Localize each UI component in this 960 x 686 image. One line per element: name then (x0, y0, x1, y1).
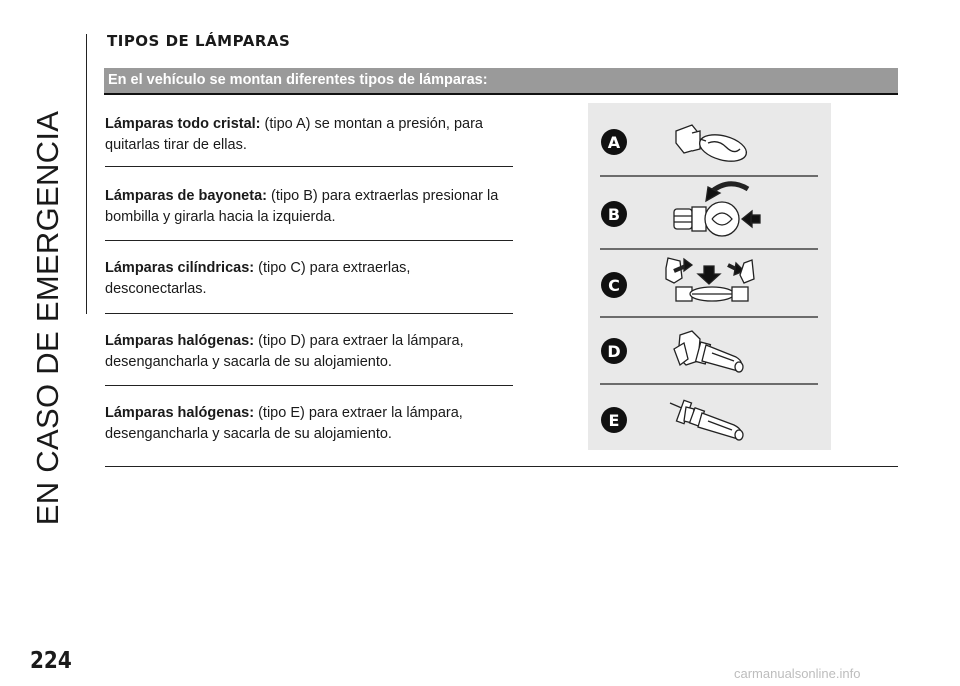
intro-banner (104, 68, 898, 95)
wedge-bulb-icon (676, 125, 749, 166)
lamp-item-a (105, 114, 513, 156)
lamp-item-text-cont: desengancharla y sacarla de su alojamiento. (105, 354, 392, 370)
lamp-item-text: (tipo C) para extraerlas, (254, 260, 411, 276)
item-divider (105, 385, 513, 386)
lamp-item-text: (tipo D) para extraer la lámpara, (254, 333, 464, 349)
item-divider (105, 166, 513, 167)
content-bottom-rule (105, 466, 898, 467)
lamp-types-figure (588, 103, 831, 450)
svg-text:A: A (607, 133, 621, 152)
svg-text:C: C (608, 276, 620, 295)
label-c (601, 272, 627, 298)
svg-text:B: B (607, 205, 621, 224)
lamp-item-text: (tipo A) se montan a presión, para (260, 116, 483, 132)
item-divider (105, 313, 513, 314)
halogen-h1-bulb-icon (670, 400, 743, 440)
svg-text:E: E (608, 411, 620, 430)
lamp-item-text: (tipo B) para extraerlas presionar la (266, 188, 499, 204)
lamp-item-text-cont: quitarlas tirar de ellas. (105, 137, 247, 153)
lamp-item-label: Lámparas todo cristal: (105, 116, 261, 132)
lamp-item-label: Lámparas de bayoneta: (105, 188, 267, 204)
lamp-item-label: Lámparas halógenas: (105, 333, 255, 349)
halogen-h7-bulb-icon (674, 331, 743, 372)
label-d (601, 338, 627, 364)
lamp-item-text-cont: desengancharla y sacarla de su alojamiento. (105, 426, 392, 442)
item-divider (105, 240, 513, 241)
lamp-types-drawing (588, 103, 831, 450)
lamp-item-b (105, 186, 513, 228)
lamp-item-c (105, 258, 513, 300)
intro-text: En el vehículo se montan diferentes tipos de lámparas: (108, 72, 488, 88)
sidebar-section-text: EN CASO DE EMERGENCIA (30, 110, 65, 526)
lamp-item-d (105, 331, 513, 373)
lamp-item-label: Lámparas cilíndricas: (105, 260, 255, 276)
label-b (601, 201, 627, 227)
watermark: carmanualsonline.info (734, 666, 861, 681)
sidebar-divider (86, 34, 87, 314)
page-title: TIPOS DE LÁMPARAS (107, 32, 291, 50)
lamp-item-text-cont: bombilla y girarla hacia la izquierda. (105, 209, 336, 225)
label-a (601, 129, 627, 155)
page-number: 224 (30, 646, 72, 674)
label-e (601, 407, 627, 433)
svg-text:D: D (607, 342, 621, 361)
lamp-item-text: (tipo E) para extraer la lámpara, (254, 405, 463, 421)
lamp-item-label: Lámparas halógenas: (105, 405, 255, 421)
lamp-item-e (105, 403, 513, 445)
bayonet-bulb-icon (674, 184, 760, 236)
lamp-item-text-cont: desconectarlas. (105, 281, 207, 297)
festoon-bulb-icon (666, 258, 754, 301)
